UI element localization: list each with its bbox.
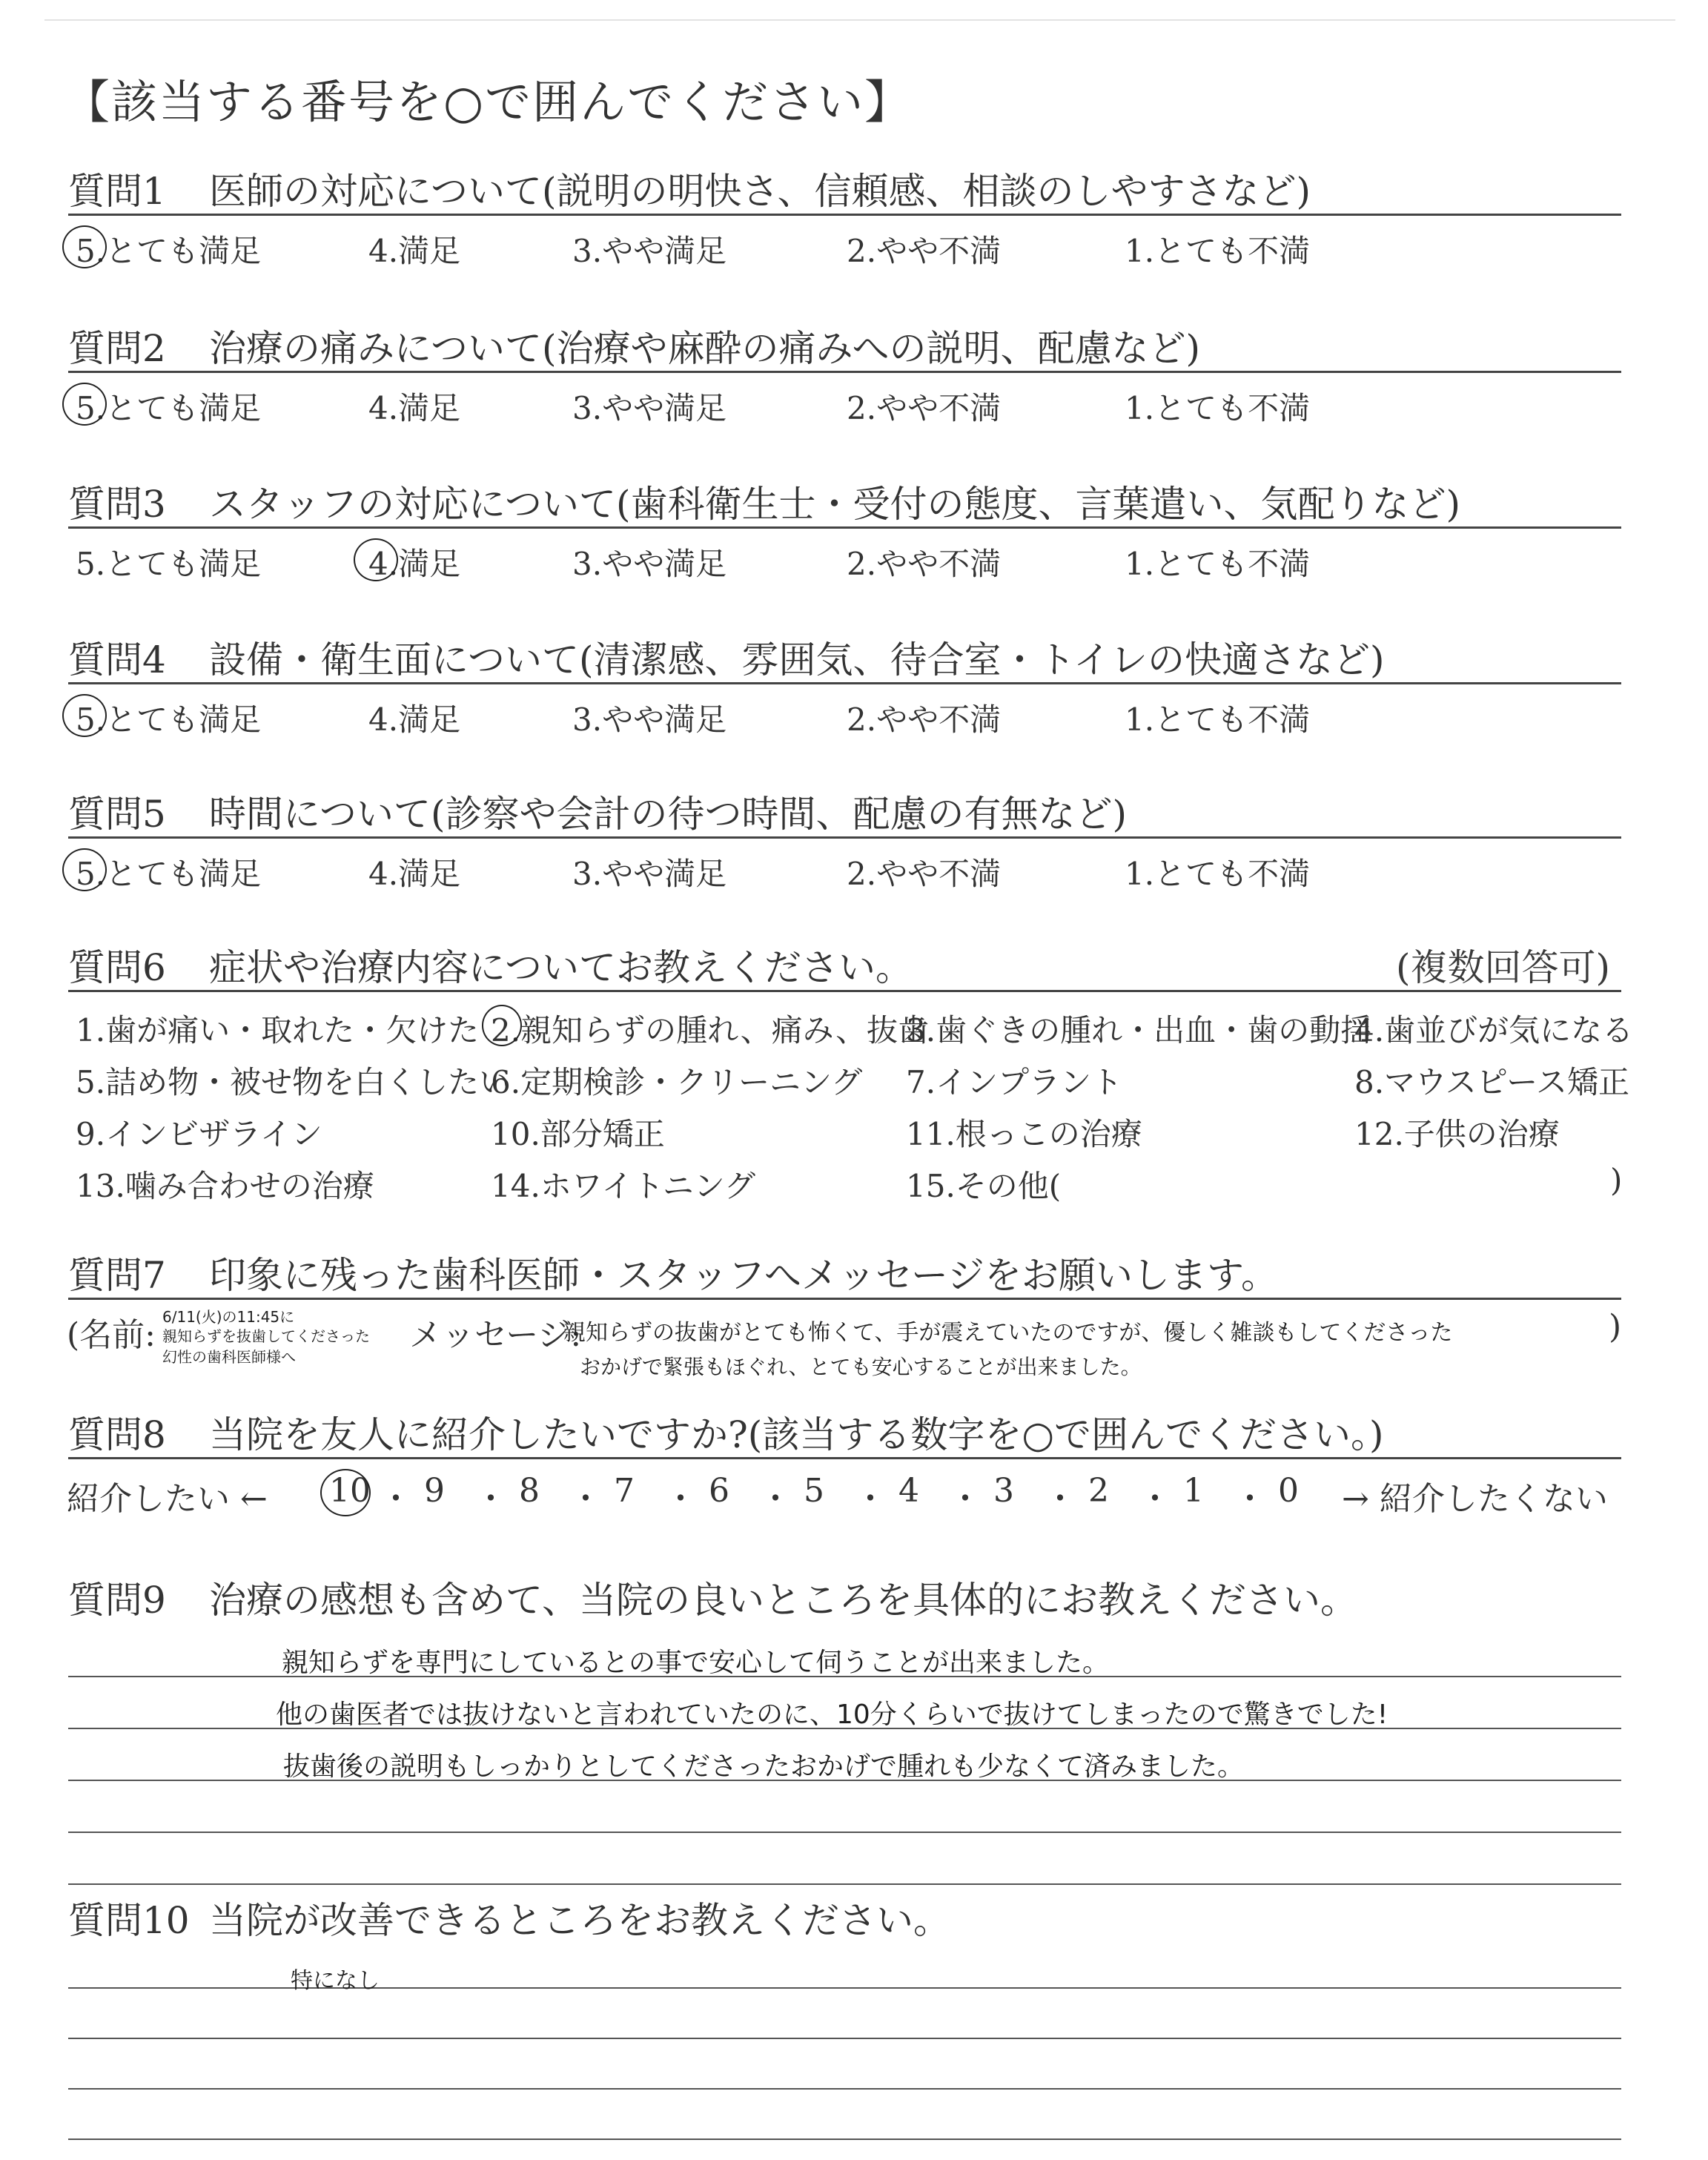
question-number: 質問8 (68, 1413, 166, 1456)
recommend-score-3[interactable]: 3 (993, 1472, 1014, 1510)
symptom-option-1[interactable]: 1.歯が痛い・取れた・欠けた (76, 1012, 480, 1048)
question-title: 医師の対応について(説明の明快さ、信頼感、相談のしやすさなど) (209, 170, 1311, 213)
underline (68, 682, 1621, 684)
scale-separator: ・ (1044, 1480, 1076, 1518)
recommend-score-4[interactable]: 4 (898, 1472, 919, 1510)
underline (68, 1457, 1621, 1459)
option-4[interactable]: 4.満足 (368, 390, 461, 426)
recommend-score-9[interactable]: 9 (424, 1472, 445, 1510)
question-number: 質問7 (68, 1254, 166, 1297)
option-1[interactable]: 1.とても不満 (1125, 546, 1311, 582)
answer-line (68, 2038, 1621, 2039)
message-label: メッセージ: (409, 1316, 582, 1354)
question-title: スタッフの対応について(歯科衛生士・受付の態度、言葉遣い、気配りなど) (209, 483, 1461, 526)
symptom-option-4[interactable]: 4.歯並びが気になる (1354, 1012, 1634, 1048)
name-label: (名前: (67, 1316, 156, 1354)
option-5[interactable]: 5.とても満足 (76, 390, 262, 426)
form-header: 【該当する番号を○で囲んでください】 (64, 75, 913, 129)
symptom-option-8[interactable]: 8.マウスピース矯正 (1354, 1064, 1630, 1100)
recommend-score-2[interactable]: 2 (1088, 1472, 1109, 1510)
scale-separator: ・ (474, 1480, 507, 1518)
scale-separator: ・ (949, 1480, 982, 1518)
symptom-option-11[interactable]: 11.根っこの治療 (906, 1116, 1142, 1152)
question-number: 質問9 (68, 1579, 166, 1622)
recommend-score-8[interactable]: 8 (519, 1472, 540, 1510)
question-number: 質問2 (68, 327, 166, 370)
selection-circle (62, 225, 107, 268)
handwritten-answer-line-2[interactable]: 他の歯医者では抜けないと言われていたのに、10分くらいで抜けてしまったので驚きでした! (276, 1700, 1388, 1730)
option-5[interactable]: 5.とても満足 (76, 856, 262, 892)
question-title: 治療の痛みについて(治療や麻酔の痛みへの説明、配慮など) (209, 327, 1201, 370)
option-4[interactable]: 4.満足 (368, 701, 461, 738)
scale-separator: ・ (759, 1480, 792, 1518)
handwritten-answer-line-1[interactable]: 親知らずを専門にしているとの事で安心して伺うことが出来ました。 (282, 1648, 1110, 1678)
option-5[interactable]: 5.とても満足 (76, 546, 262, 582)
question-title: 治療の感想も含めて、当院の良いところを具体的にお教えください。 (209, 1579, 1357, 1622)
message-close-paren: ) (1609, 1308, 1622, 1346)
symptom-option-5[interactable]: 5.詰め物・被せ物を白くしたい (76, 1064, 511, 1100)
recommend-score-6[interactable]: 6 (709, 1472, 729, 1510)
symptom-option-2[interactable]: 2.親知らずの腫れ、痛み、抜歯 (491, 1012, 930, 1048)
question-number: 質問4 (68, 638, 166, 681)
underline (68, 836, 1621, 839)
other-close-paren: ) (1610, 1162, 1623, 1198)
option-4[interactable]: 4.満足 (368, 856, 461, 892)
selection-circle (320, 1469, 371, 1516)
question-title: 印象に残った歯科医師・スタッフへメッセージをお願いします。 (209, 1254, 1278, 1297)
recommend-right-label: → 紹介したくない (1342, 1480, 1608, 1518)
question-title: 時間について(診察や会計の待つ時間、配慮の有無など) (209, 793, 1128, 836)
recommend-left-label: 紹介したい ← (67, 1480, 268, 1518)
option-4[interactable]: 4.満足 (368, 233, 461, 269)
underline (68, 371, 1621, 373)
scale-separator: ・ (380, 1480, 412, 1518)
symptom-option-14[interactable]: 14.ホワイトニング (491, 1168, 756, 1204)
handwritten-answer-line-3[interactable]: 抜歯後の説明もしっかりとしてくださったおかげで腫れも少なくて済みました。 (283, 1751, 1245, 1782)
question-number: 質問5 (68, 793, 166, 836)
handwritten-name-line-2[interactable]: 親知らずを抜歯してくださった (162, 1327, 370, 1345)
option-3[interactable]: 3.やや満足 (572, 546, 727, 582)
question-number: 質問6 (68, 946, 166, 989)
scale-separator: ・ (854, 1480, 887, 1518)
recommend-score-1[interactable]: 1 (1183, 1472, 1204, 1510)
symptom-option-12[interactable]: 12.子供の治療 (1354, 1116, 1560, 1152)
symptom-option-6[interactable]: 6.定期検診・クリーニング (491, 1064, 863, 1100)
option-5[interactable]: 5.とても満足 (76, 233, 262, 269)
option-2[interactable]: 2.やや不満 (847, 233, 1002, 269)
answer-line (68, 1883, 1621, 1885)
option-2[interactable]: 2.やや不満 (847, 856, 1002, 892)
question-title: 当院が改善できるところをお教えください。 (209, 1899, 950, 1942)
symptom-option-13[interactable]: 13.噛み合わせの治療 (76, 1168, 374, 1204)
handwritten-message-line-2[interactable]: おかげで緊張もほぐれ、とても安心することが出来ました。 (580, 1355, 1142, 1379)
recommend-score-5[interactable]: 5 (804, 1472, 824, 1510)
question-title: 設備・衛生面について(清潔感、雰囲気、待合室・トイレの快適さなど) (209, 638, 1385, 681)
option-1[interactable]: 1.とても不満 (1125, 856, 1311, 892)
option-3[interactable]: 3.やや満足 (572, 856, 727, 892)
selection-circle (482, 1005, 522, 1046)
question-title: 当院を友人に紹介したいですか?(該当する数字を○で囲んでください。) (209, 1413, 1384, 1456)
underline (68, 526, 1621, 529)
answer-line (68, 2138, 1621, 2140)
option-1[interactable]: 1.とても不満 (1125, 390, 1311, 426)
handwritten-answer-line-1[interactable]: 特になし (291, 1968, 380, 1994)
recommend-score-7[interactable]: 7 (614, 1472, 635, 1510)
selection-circle (354, 538, 398, 581)
underline (68, 1298, 1621, 1300)
option-5[interactable]: 5.とても満足 (76, 701, 262, 738)
selection-circle (62, 694, 107, 737)
selection-circle (62, 383, 107, 426)
question-title: 症状や治療内容についてお教えください。 (209, 946, 913, 989)
symptom-option-3[interactable]: 3.歯ぐきの腫れ・出血・歯の動揺 (906, 1012, 1372, 1048)
option-1[interactable]: 1.とても不満 (1125, 701, 1311, 738)
recommend-score-0[interactable]: 0 (1278, 1472, 1299, 1510)
symptom-option-7[interactable]: 7.インプラント (906, 1064, 1123, 1100)
option-3[interactable]: 3.やや満足 (572, 390, 727, 426)
question-number: 質問1 (68, 170, 166, 213)
option-1[interactable]: 1.とても不満 (1125, 233, 1311, 269)
selection-circle (62, 848, 107, 891)
handwritten-message-line-1[interactable]: 親知らずの抜歯がとても怖くて、手が震えていたのですが、優しく雑談もしてくださった (563, 1320, 1453, 1346)
scale-separator: ・ (664, 1480, 697, 1518)
scale-separator: ・ (1234, 1480, 1266, 1518)
option-2[interactable]: 2.やや不満 (847, 390, 1002, 426)
underline (68, 990, 1621, 992)
underline (68, 214, 1621, 216)
option-4[interactable]: 4.満足 (368, 546, 461, 582)
handwritten-name-line-3[interactable]: 幻性の歯科医師様へ (162, 1348, 296, 1366)
option-2[interactable]: 2.やや不満 (847, 701, 1002, 738)
scale-separator: ・ (569, 1480, 602, 1518)
top-border (44, 19, 1675, 21)
option-3[interactable]: 3.やや満足 (572, 233, 727, 269)
multiple-answer-note: (複数回答可) (1395, 946, 1610, 989)
question-number: 質問3 (68, 483, 166, 526)
handwritten-name-line-1[interactable]: 6/11(火)の11:45に (162, 1308, 295, 1326)
option-3[interactable]: 3.やや満足 (572, 701, 727, 738)
option-2[interactable]: 2.やや不満 (847, 546, 1002, 582)
answer-line (68, 2088, 1621, 2090)
symptom-option-10[interactable]: 10.部分矯正 (491, 1116, 665, 1152)
symptom-option-15[interactable]: 15.その他( (906, 1168, 1062, 1204)
question-number: 質問10 (68, 1899, 190, 1942)
symptom-option-9[interactable]: 9.インビザライン (76, 1116, 322, 1152)
scale-separator: ・ (1139, 1480, 1171, 1518)
recommend-score-10[interactable]: 10 (329, 1472, 371, 1510)
answer-line (68, 1832, 1621, 1833)
